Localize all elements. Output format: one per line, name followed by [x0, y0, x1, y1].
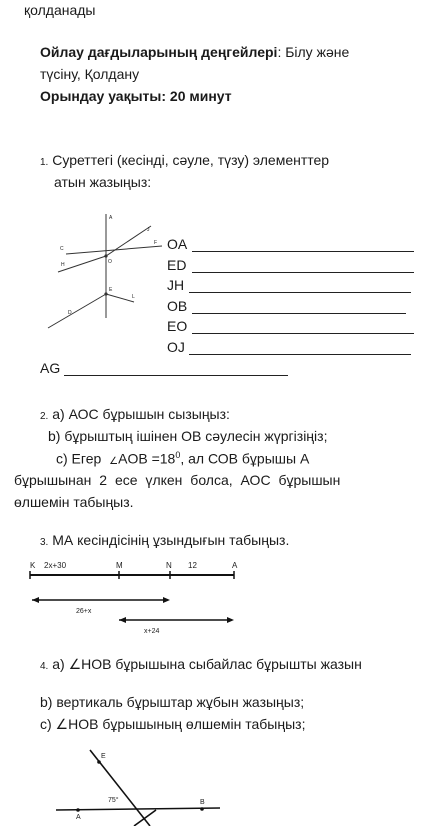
- arrow-kn-right-head: [163, 597, 170, 603]
- q3-line: [40, 532, 289, 548]
- q2-c-post: , ал СОВ бұрышы A: [180, 450, 310, 467]
- answer-line-oa[interactable]: [192, 251, 414, 252]
- q2-text-b: b) бұрыштың ішінен ОВ сәулесін жүргізіңіз;: [48, 428, 328, 444]
- q2-text-c3: өлшемін табыңыз.: [14, 494, 134, 510]
- answer-line-ob[interactable]: [192, 313, 406, 314]
- q4-line-a: [40, 656, 362, 673]
- fig1-point-e: [104, 292, 107, 295]
- label-km: 2x+30: [44, 561, 67, 570]
- q3-text: МА кесіндісінің ұзындығын табыңыз.: [52, 532, 290, 548]
- skills-label: Ойлау дағдыларының деңгейлері: [40, 44, 278, 60]
- time-label: Орындау уақыты: 20 минут: [40, 88, 232, 104]
- label-n: N: [166, 561, 172, 570]
- q4-text-b: b) вертикаль бұрыштар жұбын жазыңыз;: [40, 694, 305, 710]
- answer-label-ob: OB: [167, 298, 188, 314]
- fig4-label-a: A: [76, 814, 81, 821]
- fig1-ray-el: [106, 294, 134, 302]
- q2-c-degree: 0: [175, 450, 181, 460]
- q2-line-a: [40, 406, 230, 422]
- answer-label-oa: OA: [167, 236, 188, 252]
- label-arrow1: 26+x: [76, 608, 92, 615]
- q3-number: 3.: [40, 537, 49, 548]
- answer-label-jh: JH: [167, 277, 185, 293]
- q2-text-c2: бұрышынан 2 есе үлкен болса, АОС бұрышын: [14, 472, 341, 488]
- q4-text-a: а) ∠НОВ бұрышына сыбайлас бұрышты жазын: [52, 656, 362, 672]
- fig1-label-h: H: [61, 262, 65, 268]
- skills-value-2: түсіну, Қолдану: [40, 66, 140, 82]
- q2-text-a: а) АОС бұрышын сызыңыз:: [52, 406, 230, 422]
- skills-value-1: : Білу және: [277, 44, 350, 60]
- fig1-label-f: F: [154, 240, 158, 246]
- fig4-diagonal-line-2: [134, 810, 156, 826]
- label-na: 12: [188, 561, 197, 570]
- fig1-label-a: A: [109, 215, 113, 221]
- fig4-point-e: [97, 760, 101, 764]
- angle-symbol: ∠: [109, 455, 119, 467]
- answer-label-ag: AG: [40, 360, 61, 376]
- fig1-label-e: E: [109, 287, 113, 293]
- q4-figure: [52, 746, 232, 826]
- fig1-label-c: C: [60, 246, 64, 252]
- skills-line: [40, 44, 349, 60]
- fig4-label-angle: 75°: [108, 797, 119, 804]
- fig1-ray-oh: [58, 256, 106, 272]
- fig1-label-o: O: [108, 259, 112, 265]
- fig1-ray-oj: [106, 226, 151, 256]
- q4-number: 4.: [40, 661, 49, 672]
- fig1-label-d: D: [68, 310, 72, 316]
- label-arrow2: x+24: [144, 628, 160, 635]
- fig4-label-b: B: [200, 799, 205, 806]
- fig1-label-j: J: [147, 227, 150, 233]
- fig4-point-b: [200, 807, 204, 811]
- fig1-line-co: [66, 246, 162, 254]
- answer-line-eo[interactable]: [192, 333, 414, 334]
- top-text: қолданады: [24, 2, 96, 18]
- q4-text-c: c) ∠НОВ бұрышының өлшемін табыңыз;: [40, 716, 306, 732]
- answer-line-ag[interactable]: [64, 375, 288, 376]
- answer-label-ed: ED: [167, 257, 187, 273]
- fig4-point-a: [76, 808, 80, 812]
- arrow-ma-right-head: [227, 617, 234, 623]
- q1-text-1: Суреттегі (кесінді, сәуле, түзу) элементтер: [52, 152, 330, 168]
- q2-line-c1: [56, 450, 309, 467]
- answer-line-jh[interactable]: [189, 292, 411, 293]
- q2-number: 2.: [40, 411, 49, 422]
- fig4-label-e: E: [101, 753, 106, 760]
- fig1-ray-ed: [48, 294, 106, 328]
- arrow-ma-left-head: [119, 617, 126, 623]
- q1-figure: [36, 210, 176, 340]
- q1-line1: [40, 152, 329, 168]
- fig1-point-o: [104, 254, 107, 257]
- label-m: M: [116, 561, 123, 570]
- label-k: K: [30, 561, 36, 570]
- q1-line2: атын жазыңыз:: [54, 174, 152, 190]
- q2-c-angle: AOB =18: [118, 450, 176, 467]
- answer-label-oj: OJ: [167, 339, 185, 355]
- arrow-kn-left-head: [32, 597, 39, 603]
- q2-c-pre: c) Егер: [56, 450, 102, 467]
- answer-label-eo: EO: [167, 318, 188, 334]
- answer-line-oj[interactable]: [189, 354, 411, 355]
- q3-figure: [24, 558, 254, 638]
- q1-number: 1.: [40, 157, 49, 168]
- fig1-label-l: L: [132, 294, 135, 300]
- label-a: A: [232, 561, 238, 570]
- answer-line-ed[interactable]: [192, 272, 414, 273]
